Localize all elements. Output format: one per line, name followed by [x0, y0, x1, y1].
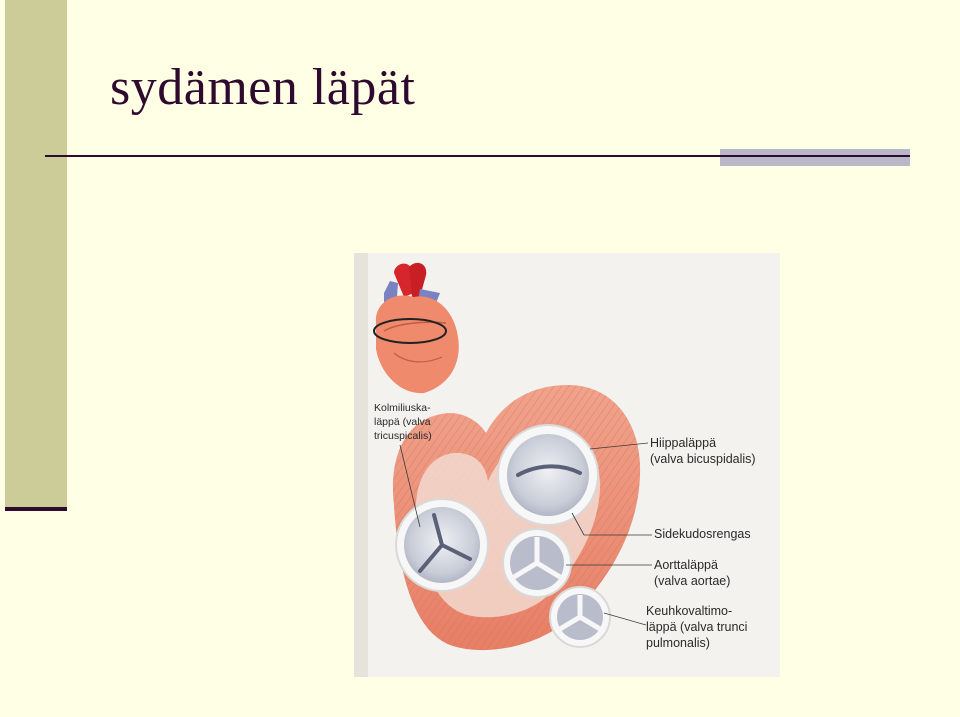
label-tricuspid-3: tricuspicalis): [374, 430, 432, 442]
title-underline-accent: [720, 155, 910, 157]
pulmonary-valve: [550, 587, 610, 647]
label-tricuspid-2: läppä (valva: [374, 416, 431, 428]
label-fibrous-ring: Sidekudosrengas: [654, 527, 751, 541]
label-pulmonary-2: läppä (valva trunci: [646, 620, 748, 634]
label-aortic-2: (valva aortae): [654, 574, 731, 588]
heart-valves-illustration: [354, 253, 780, 677]
aortic-valve: [503, 529, 571, 597]
mitral-valve: [498, 425, 598, 525]
label-pulmonary-3: pulmonalis): [646, 636, 710, 650]
side-decoration-base: [5, 507, 67, 511]
slide-title: sydämen läpät: [110, 59, 416, 116]
title-accent-block: [720, 149, 910, 166]
tricuspid-valve: [396, 499, 488, 591]
label-pulmonary-1: Keuhkovaltimo-: [646, 604, 733, 618]
label-tricuspid-1: Kolmiliuska-: [374, 402, 431, 414]
side-decoration-bar: [5, 0, 67, 511]
label-mitral-1: Hiippaläppä: [650, 436, 717, 450]
label-mitral-2: (valva bicuspidalis): [650, 452, 756, 466]
label-aortic-1: Aorttaläppä: [654, 558, 718, 572]
